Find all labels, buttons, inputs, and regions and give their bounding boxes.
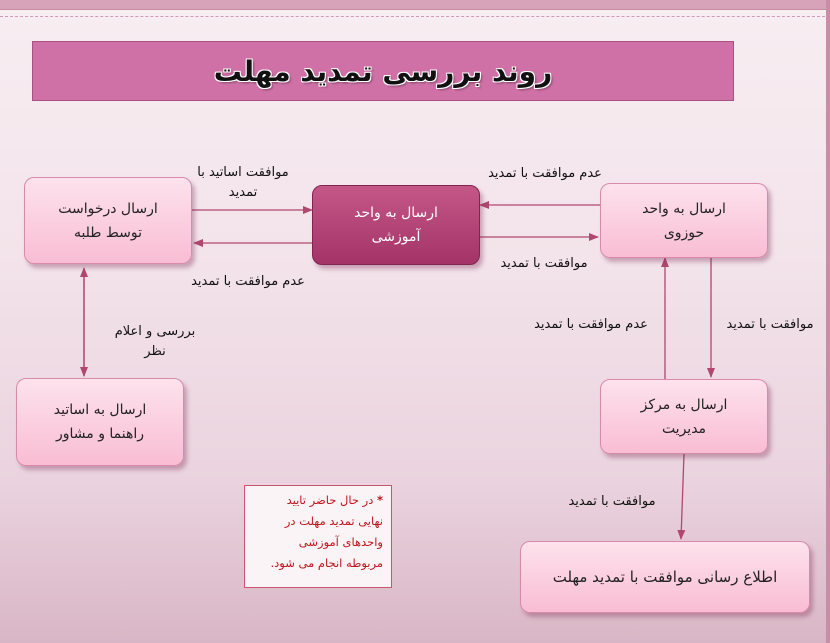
- note-box: [244, 485, 392, 588]
- node-student-request[interactable]: ارسال درخواست توسط طلبه: [24, 177, 192, 264]
- label-center-reject: عدم موافقت با تمدید: [534, 317, 648, 332]
- label-seminary-agree-to-center: موافقت با تمدید: [726, 317, 814, 332]
- arrow-center-to-final: [681, 454, 684, 539]
- node-educational-unit[interactable]: ارسال به واحد آموزشی: [312, 185, 480, 265]
- label-unit-agree-to-seminary: موافقت با تمدید: [500, 256, 588, 271]
- note-star: *: [376, 493, 383, 507]
- label-review-and-comment: بررسی و اعلام نظر: [114, 324, 196, 359]
- node-management-center[interactable]: ارسال به مرکز مدیریت: [600, 379, 768, 454]
- note-text: در حال حاضر تایید نهایی تمدید مهلت در واحدهای آموزشی مربوطه انجام می شود.: [270, 493, 383, 570]
- label-center-agree-final: موافقت با تمدید: [568, 494, 656, 509]
- label-seminary-reject-to-unit: عدم موافقت با تمدید: [488, 166, 602, 181]
- node-seminary-unit[interactable]: ارسال به واحد حوزوی: [600, 183, 768, 258]
- node-professors[interactable]: ارسال به اساتید راهنما و مشاور: [16, 378, 184, 466]
- label-unit-reject-to-student: عدم موافقت با تمدید: [191, 274, 305, 289]
- label-professors-agree: موافقت اساتید با تمدید: [197, 165, 289, 200]
- node-final-notice[interactable]: اطلاع رسانی موافقت با تمدید مهلت: [520, 541, 810, 613]
- page-title: روند بررسی تمدید مهلت: [213, 54, 553, 88]
